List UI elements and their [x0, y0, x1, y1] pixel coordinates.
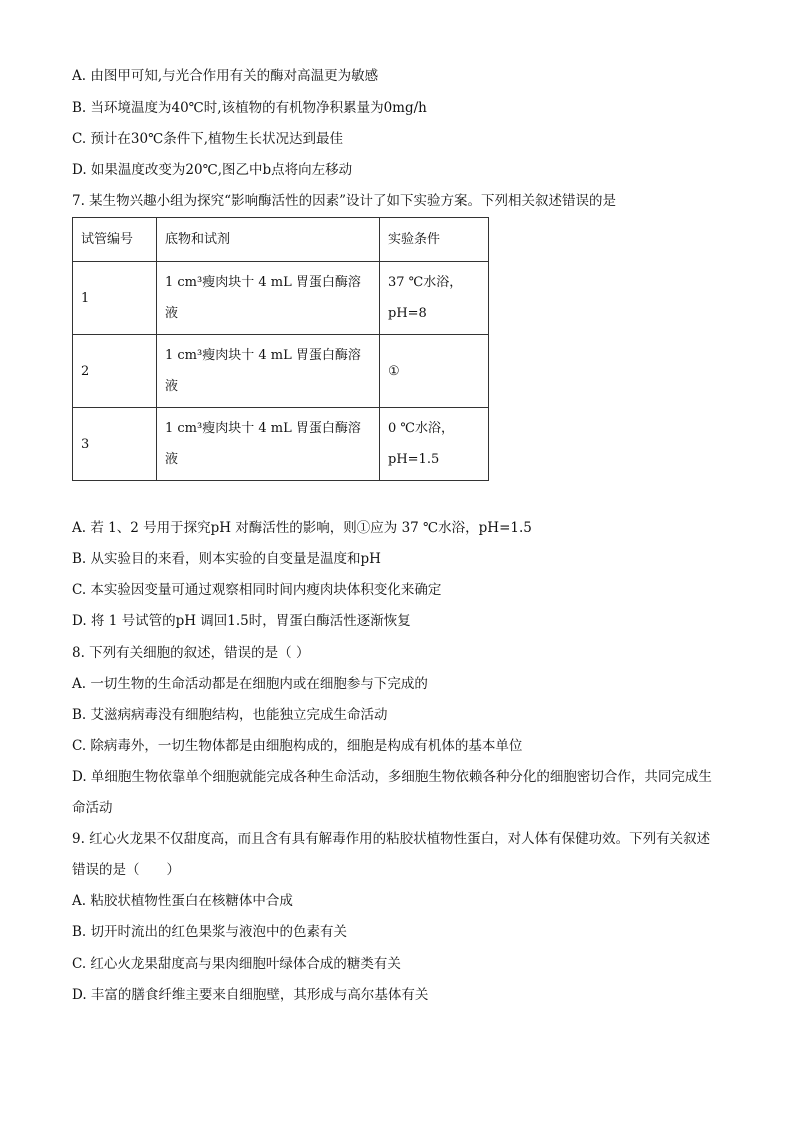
q6-option-b: B. 当环境温度为40℃时,该植物的有机物净积累量为0mg/h	[72, 100, 427, 116]
q6-option-c: C. 预计在30℃条件下,植物生长状况达到最佳	[72, 131, 344, 147]
cell-tube: 2	[73, 335, 157, 408]
q8-option-c: C. 除病毒外，一切生物体都是由细胞构成的，细胞是构成有机体的基本单位	[72, 738, 523, 754]
q8-option-b: B. 艾滋病病毒没有细胞结构，也能独立完成生命活动	[72, 707, 388, 723]
header-reagent: 底物和试剂	[157, 218, 380, 262]
cell-reagent: 1 cm³瘦肉块十 4 mL 胃蛋白酶溶液	[157, 408, 380, 481]
q9-stem: 9. 红心火龙果不仅甜度高，而且含有具有解毒作用的粘胶状植物性蛋白，对人体有保健功效。下列有关叙述错误的是（ ）	[72, 831, 711, 878]
q7-option-d: D. 将 1 号试管的pH 调回1.5时，胃蛋白酶活性逐渐恢复	[72, 613, 411, 629]
cell-reagent: 1 cm³瘦肉块十 4 mL 胃蛋白酶溶液	[157, 262, 380, 335]
cell-condition: 37 ℃水浴，pH=8	[380, 262, 489, 335]
header-tube: 试管编号	[73, 218, 157, 262]
q8-stem: 8. 下列有关细胞的叙述，错误的是（ ）	[72, 645, 310, 661]
q8-option-d: D. 单细胞生物依靠单个细胞就能完成各种生命活动，多细胞生物依赖各种分化的细胞密切合作，共同完成生命活动	[72, 769, 712, 816]
q7-option-a: A. 若 1、2 号用于探究pH 对酶活性的影响，则①应为 37 ℃水浴，pH=1.5	[72, 520, 532, 536]
table-header-row	[73, 218, 489, 262]
q9-option-a: A. 粘胶状植物性蛋白在核糖体中合成	[72, 893, 293, 909]
table-row	[73, 408, 489, 481]
cell-tube: 1	[73, 262, 157, 335]
q7-stem: 7. 某生物兴趣小组为探究“影响酶活性的因素”设计了如下实验方案。下列相关叙述错误的是	[72, 193, 616, 209]
header-condition: 实验条件	[380, 218, 489, 262]
cell-condition: ①	[380, 335, 489, 408]
table-row	[73, 335, 489, 408]
table-row	[73, 262, 489, 335]
cell-tube: 3	[73, 408, 157, 481]
q9-option-b: B. 切开时流出的红色果浆与液泡中的色素有关	[72, 924, 348, 940]
q9-option-c: C. 红心火龙果甜度高与果肉细胞叶绿体合成的糖类有关	[72, 956, 401, 972]
q6-option-d: D. 如果温度改变为20℃,图乙中b点将向左移动	[72, 162, 353, 178]
cell-reagent: 1 cm³瘦肉块十 4 mL 胃蛋白酶溶液	[157, 335, 380, 408]
q7-option-b: B. 从实验目的来看，则本实验的自变量是温度和pH	[72, 551, 381, 567]
q9-option-d: D. 丰富的膳食纤维主要来自细胞壁，其形成与高尔基体有关	[72, 987, 429, 1003]
cell-condition: 0 ℃水浴，pH=1.5	[380, 408, 489, 481]
q8-option-a: A. 一切生物的生命活动都是在细胞内或在细胞参与下完成的	[72, 676, 428, 692]
q6-option-a: A. 由图甲可知,与光合作用有关的酶对高温更为敏感	[72, 68, 379, 84]
experiment-table	[72, 217, 489, 481]
q7-option-c: C. 本实验因变量可通过观察相同时间内瘦肉块体积变化来确定	[72, 582, 442, 598]
